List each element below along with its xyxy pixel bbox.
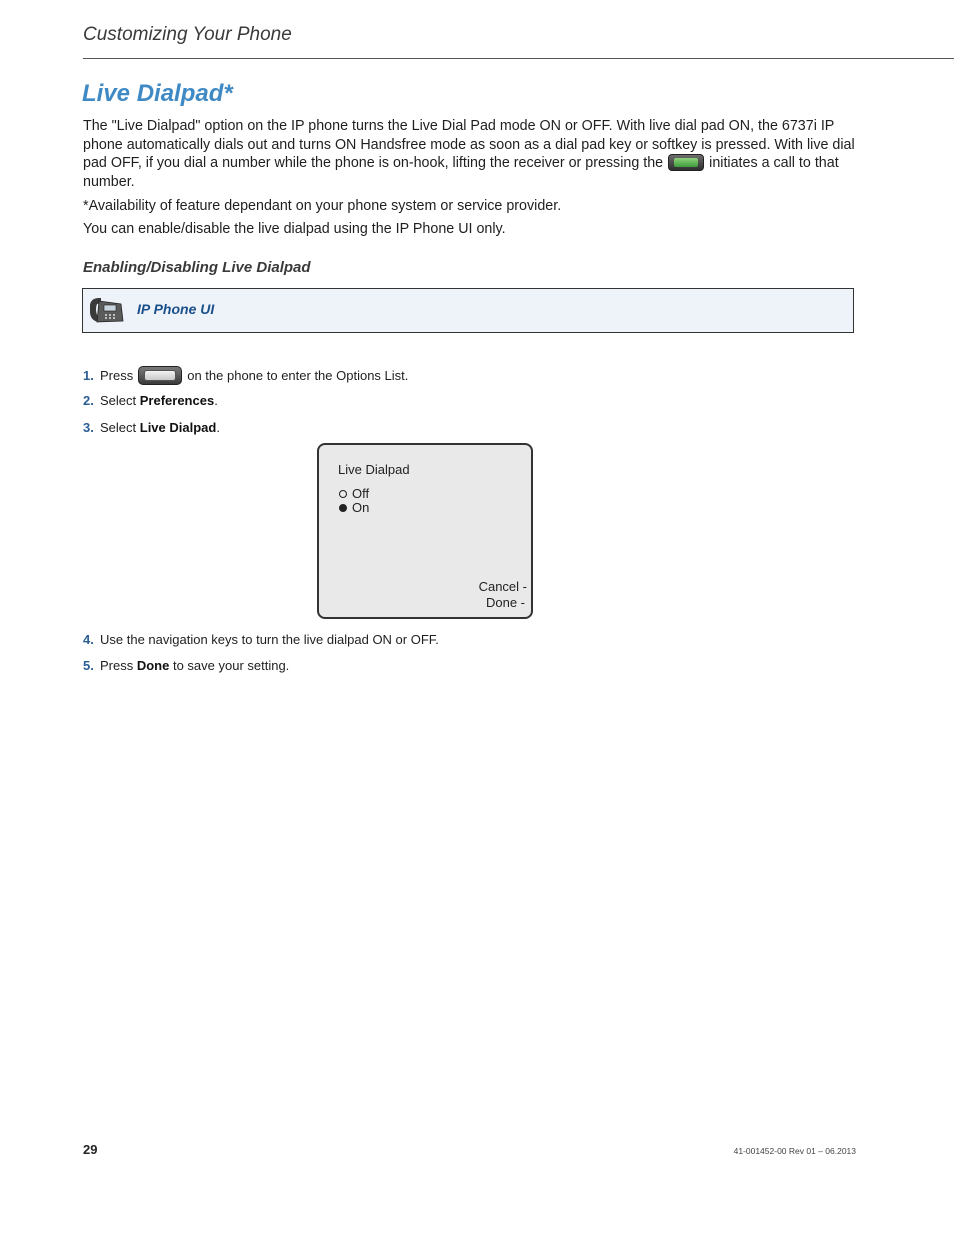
step-text: Press xyxy=(100,658,137,673)
softkey-done[interactable]: Done - xyxy=(485,595,525,610)
availability-note: *Availability of feature dependant on your phone system or service provider. xyxy=(83,198,562,214)
radio-off-icon xyxy=(339,490,347,498)
header-rule xyxy=(83,58,954,59)
step-text: Select xyxy=(100,420,140,435)
step-text: Select xyxy=(100,393,140,408)
option-off-label: Off xyxy=(352,486,370,501)
intro-text-part2: initiates a call to that number. xyxy=(83,155,839,190)
step-number: 4. xyxy=(83,632,94,647)
step-text: to save your setting. xyxy=(169,658,290,673)
document-id: 41-001452-00 Rev 01 – 06.2013 xyxy=(733,1146,856,1156)
step-4 xyxy=(83,632,439,647)
step-text: on the phone to enter the Options List. xyxy=(187,367,409,383)
step-text: . xyxy=(214,393,218,408)
step-number: 3. xyxy=(83,420,94,435)
screen-title: Live Dialpad xyxy=(338,462,410,477)
ip-phone-icon xyxy=(87,295,125,325)
intro-paragraph xyxy=(83,117,858,191)
subsection-title: Enabling/Disabling Live Dialpad xyxy=(83,259,311,276)
page-number: 29 xyxy=(83,1142,98,1157)
step-1 xyxy=(83,367,408,386)
phone-screen xyxy=(317,443,533,619)
options-key-icon xyxy=(138,366,182,385)
step-number: 2. xyxy=(83,393,94,408)
softkey-cancel[interactable]: Cancel - xyxy=(478,579,527,594)
handsfree-key-icon xyxy=(668,154,704,171)
step-text: Press xyxy=(100,367,134,383)
step-bold: Live Dialpad xyxy=(139,420,217,435)
section-title: Live Dialpad* xyxy=(82,80,233,107)
ui-only-note: You can enable/disable the live dialpad using the IP Phone UI only. xyxy=(83,221,506,237)
method-label: IP Phone UI xyxy=(137,301,215,317)
step-text: Use the navigation keys to turn the live dialpad ON or OFF. xyxy=(100,632,439,647)
step-bold: Done xyxy=(136,658,170,673)
step-2 xyxy=(83,393,218,408)
method-banner xyxy=(82,288,854,333)
step-number: 1. xyxy=(83,367,94,383)
step-number: 5. xyxy=(83,658,94,673)
radio-on-icon xyxy=(339,504,347,512)
step-5 xyxy=(83,658,289,673)
running-header: Customizing Your Phone xyxy=(83,24,292,45)
intro-text-part1: The "Live Dialpad" option on the IP phone turns the Live Dial Pad mode ON or OFF. With live dial pad ON, the 6737i IP phone automatically dials out and turns ON Handsfree mode as soon as a dial pad key or softkey is pressed. With live dial pad OFF, if you dial a number while the phone is on-hook, lifting the receiver or pressing the xyxy=(83,118,855,171)
step-text: . xyxy=(216,420,220,435)
step-3 xyxy=(83,420,220,435)
step-bold: Preferences xyxy=(139,393,215,408)
option-on-label: On xyxy=(352,500,370,515)
